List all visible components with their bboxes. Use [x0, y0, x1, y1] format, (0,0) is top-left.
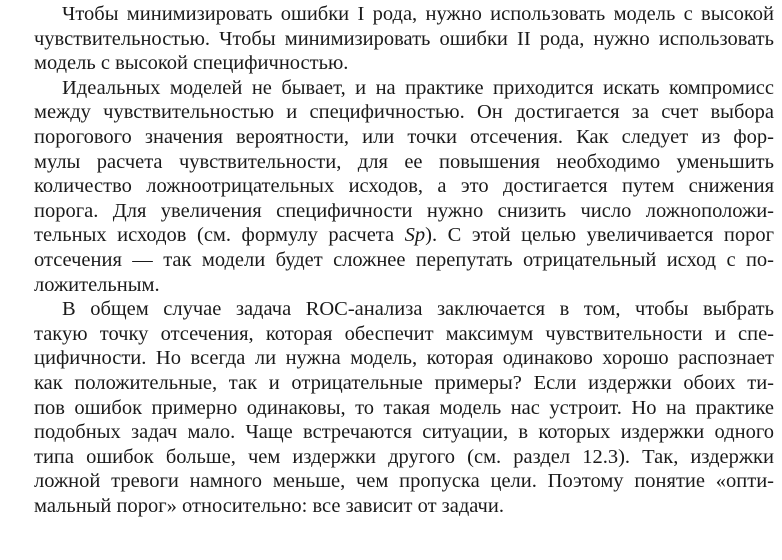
paragraph-compromise	[6, 76, 774, 297]
text-line	[6, 223, 774, 248]
text-line: между чувствительностью и специфичностью. Он достигается за счет выбора	[34, 101, 774, 124]
text-line: отсечения — так модели будет сложнее перепутать отрицательный исход с по-	[34, 248, 774, 271]
text-line: мулы расчета чувствительности, для ее повышения необходимо уменьшить	[34, 150, 774, 173]
paragraph-roc-analysis	[6, 297, 774, 518]
text-line: модель с высокой специфичностью.	[34, 52, 349, 75]
text-line: порогового значения вероятности, или точки отсечения. Как следует из фор-	[34, 125, 774, 148]
text-line: чувствительностью. Чтобы минимизировать ошибки II рода, нужно использовать	[34, 27, 774, 50]
sp-formula-symbol: Sp	[404, 224, 426, 247]
text-line: ложительным.	[34, 273, 160, 296]
text-line: мальный порог» относительно: все зависит от задачи.	[34, 494, 504, 517]
text-line: цифичности. Но всегда ли нужна модель, которая одинаково хорошо распознает	[34, 347, 774, 370]
paragraph-error-types	[6, 2, 774, 76]
text-line: ложной тревоги намного меньше, чем пропуска цели. Поэтому понятие «опти-	[34, 470, 774, 493]
text-line: как положительные, так и отрицательные примеры? Если издержки обоих ти-	[34, 371, 774, 394]
text-line: порога. Для увеличения специфичности нужно снизить число ложноположи-	[34, 199, 774, 222]
text-line: Идеальных моделей не бывает, и на практике приходится искать компромисс	[62, 76, 774, 99]
text-line: подобных задач мало. Чаще встречаются ситуации, в которых издержки одного	[34, 421, 774, 444]
text-line-tail: ). С этой целью увеличивается порог	[425, 224, 774, 247]
text-line: пов ошибок примерно одинаковы, то такая модель нас устроит. Но на практике	[34, 396, 774, 419]
text-line: количество ложноотрицательных исходов, а это достигается путем снижения	[34, 175, 774, 198]
text-line: Чтобы минимизировать ошибки I рода, нужно использовать модель с высокой	[62, 3, 774, 25]
text-line: В общем случае задача ROC-анализа заключается в том, чтобы выбрать	[62, 298, 774, 321]
text-line: типа ошибок больше, чем издержки другого (см. раздел 12.3). Так, издержки	[34, 445, 774, 468]
text-line: такую точку отсечения, которая обеспечит максимум чувствительности и спе-	[34, 322, 774, 345]
text-line-head: тельных исходов (см. формулу расчета	[34, 224, 405, 247]
